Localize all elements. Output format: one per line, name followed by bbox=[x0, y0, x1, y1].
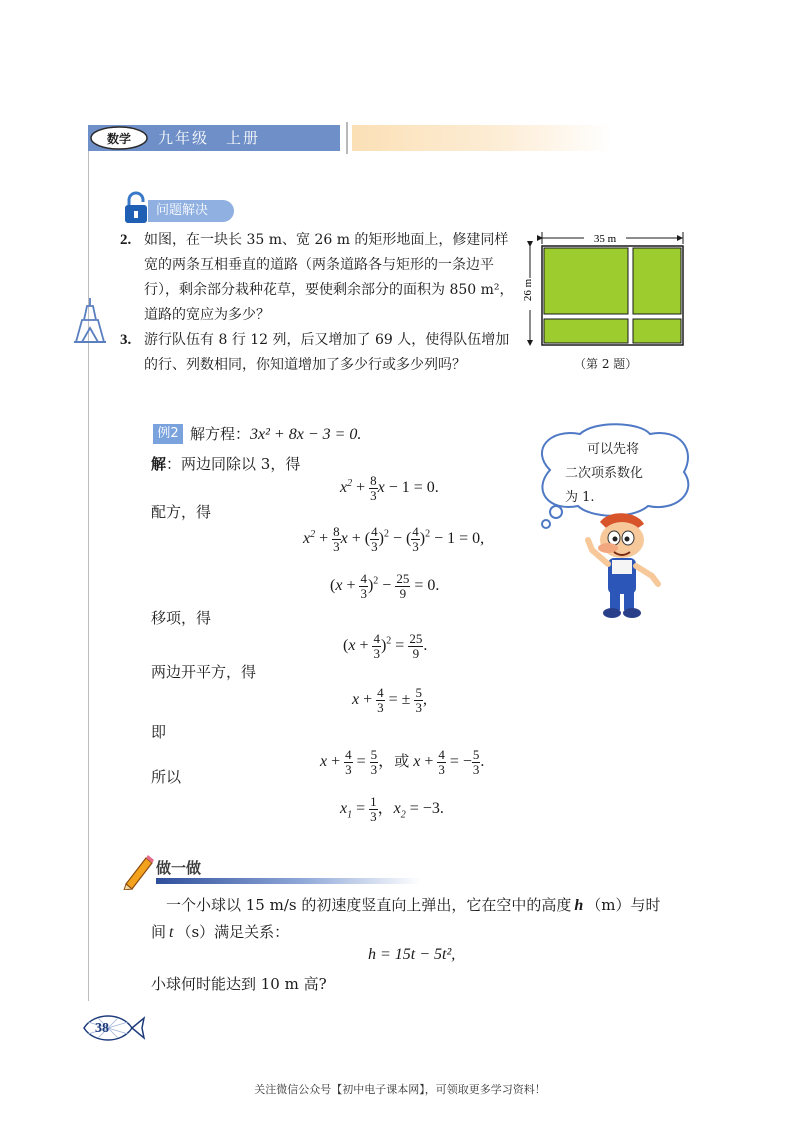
activity-question: 小球何时能达到 10 m 高? bbox=[151, 975, 327, 993]
activity-formula: h = 15t − 5t², bbox=[368, 946, 456, 963]
garden-plot bbox=[544, 319, 628, 343]
road-figure bbox=[522, 228, 692, 353]
margin-line bbox=[88, 151, 89, 1001]
tower-icon bbox=[70, 296, 110, 348]
var-t: t bbox=[169, 924, 174, 941]
problem-2-line: 宽的两条互相垂直的道路（两条道路各与矩形的一条边平 bbox=[144, 257, 494, 273]
activity-title-bar bbox=[156, 878, 421, 884]
problem-3-line: 游行队伍有 8 行 12 列，后又增加了 69 人，使得队伍增加 bbox=[144, 332, 510, 348]
width-label: 35 m bbox=[593, 233, 617, 245]
step-yixiang: 移项，得 bbox=[151, 609, 212, 627]
equation-1: $x^2$ + $\frac{8}{3}$ x − 1 = 0. bbox=[340, 473, 439, 503]
bubble-line: 二次项系数化 bbox=[565, 466, 644, 481]
example-equation: 3x² + 8x − 3 = 0. bbox=[250, 426, 362, 443]
equation-4: (x + $\frac{4}{3}$ )$^2$ = $\frac{25}{9}$ . bbox=[343, 631, 428, 661]
problem-2-line: 行），剩余部分栽种花草，要使剩余部分的面积为 850 m²， bbox=[144, 282, 514, 298]
activity-line-2 bbox=[151, 920, 289, 945]
solution-step1: ：两边同除以 3，得 bbox=[166, 455, 301, 473]
example-prompt: 解方程： bbox=[190, 425, 251, 443]
problem-3-number: 3. bbox=[120, 332, 132, 348]
garden-plot bbox=[633, 319, 681, 343]
example-prompt-line bbox=[190, 422, 361, 447]
subject-logo bbox=[88, 125, 150, 151]
logo-text: 数学 bbox=[106, 132, 132, 146]
solution-intro bbox=[151, 452, 300, 477]
step-kaifang: 两边开平方，得 bbox=[151, 663, 257, 681]
equation-3: (x + $\frac{4}{3}$ )$^2$ − $\frac{25}{9}$ = 0. bbox=[330, 571, 440, 601]
problem-3-line: 的行、列数相同，你知道增加了多少行或多少列吗？ bbox=[144, 357, 466, 373]
var-h: h bbox=[574, 897, 584, 914]
garden-plot bbox=[544, 248, 628, 314]
activity-text: 一个小球以 15 m/s 的初速度竖直向上弹出，它在空中的高度 bbox=[166, 896, 572, 914]
fish-ornament bbox=[78, 1008, 148, 1048]
figure-caption: （第 2 题） bbox=[574, 357, 638, 371]
solution-label: 解 bbox=[151, 455, 167, 473]
section-label: 问题解决 bbox=[148, 200, 234, 222]
garden-plot bbox=[633, 248, 681, 314]
activity-text: 间 bbox=[151, 923, 167, 941]
pencil-icon bbox=[120, 852, 154, 890]
problem-2-line: 如图，在一块长 35 m、宽 26 m 的矩形地面上，修建同样 bbox=[144, 232, 509, 248]
activity-title: 做一做 bbox=[156, 859, 202, 877]
activity-text: （s）满足关系： bbox=[176, 923, 290, 941]
bubble-line: 为 1. bbox=[565, 490, 595, 505]
problem-3 bbox=[120, 328, 520, 373]
step-peifang: 配方，得 bbox=[151, 503, 212, 521]
activity-line-1 bbox=[151, 893, 711, 918]
book-title: 九年级 上册 bbox=[158, 129, 261, 147]
header-fade-band bbox=[352, 125, 612, 151]
equation-7: $x_1$ = $\frac{1}{3}$ ，$x_2 = -3$. bbox=[340, 794, 444, 824]
problem-2 bbox=[120, 228, 520, 323]
equation-2: $x^2$ + $\frac{8}{3}$ x + ( $\frac{4}{3}$ )$^2$ − ( $\frac{4}{3}$ )$^2$ − 1 = 0, bbox=[303, 524, 485, 554]
bubble-line: 可以先将 bbox=[587, 442, 640, 457]
unit-m: （m）与时 bbox=[586, 896, 661, 914]
lock-icon bbox=[122, 191, 150, 225]
problem-2-line: 道路的宽应为多少？ bbox=[144, 307, 270, 323]
step-ji: 即 bbox=[151, 723, 167, 741]
equation-6: x + $\frac{4}{3}$ = $\frac{5}{3}$ ，或 x + $\frac{4}{3}$ = − $\frac{5}{3}$ . bbox=[320, 747, 485, 777]
example-badge: 例2 bbox=[153, 424, 183, 444]
header-separator bbox=[346, 122, 348, 154]
footer-note: 关注微信公众号【初中电子课本网】，可领取更多学习资料！ bbox=[254, 1083, 546, 1096]
step-suoyi: 所以 bbox=[151, 768, 182, 786]
equation-5: x + $\frac{4}{3}$ = ± $\frac{5}{3}$ , bbox=[352, 685, 427, 715]
height-label: 26 m bbox=[522, 278, 534, 302]
bubble-text bbox=[565, 438, 675, 510]
cartoon-boy bbox=[578, 510, 668, 620]
problem-2-number: 2. bbox=[120, 232, 132, 248]
page-number: 38 bbox=[95, 1021, 109, 1036]
or-word: 或 bbox=[394, 752, 410, 771]
